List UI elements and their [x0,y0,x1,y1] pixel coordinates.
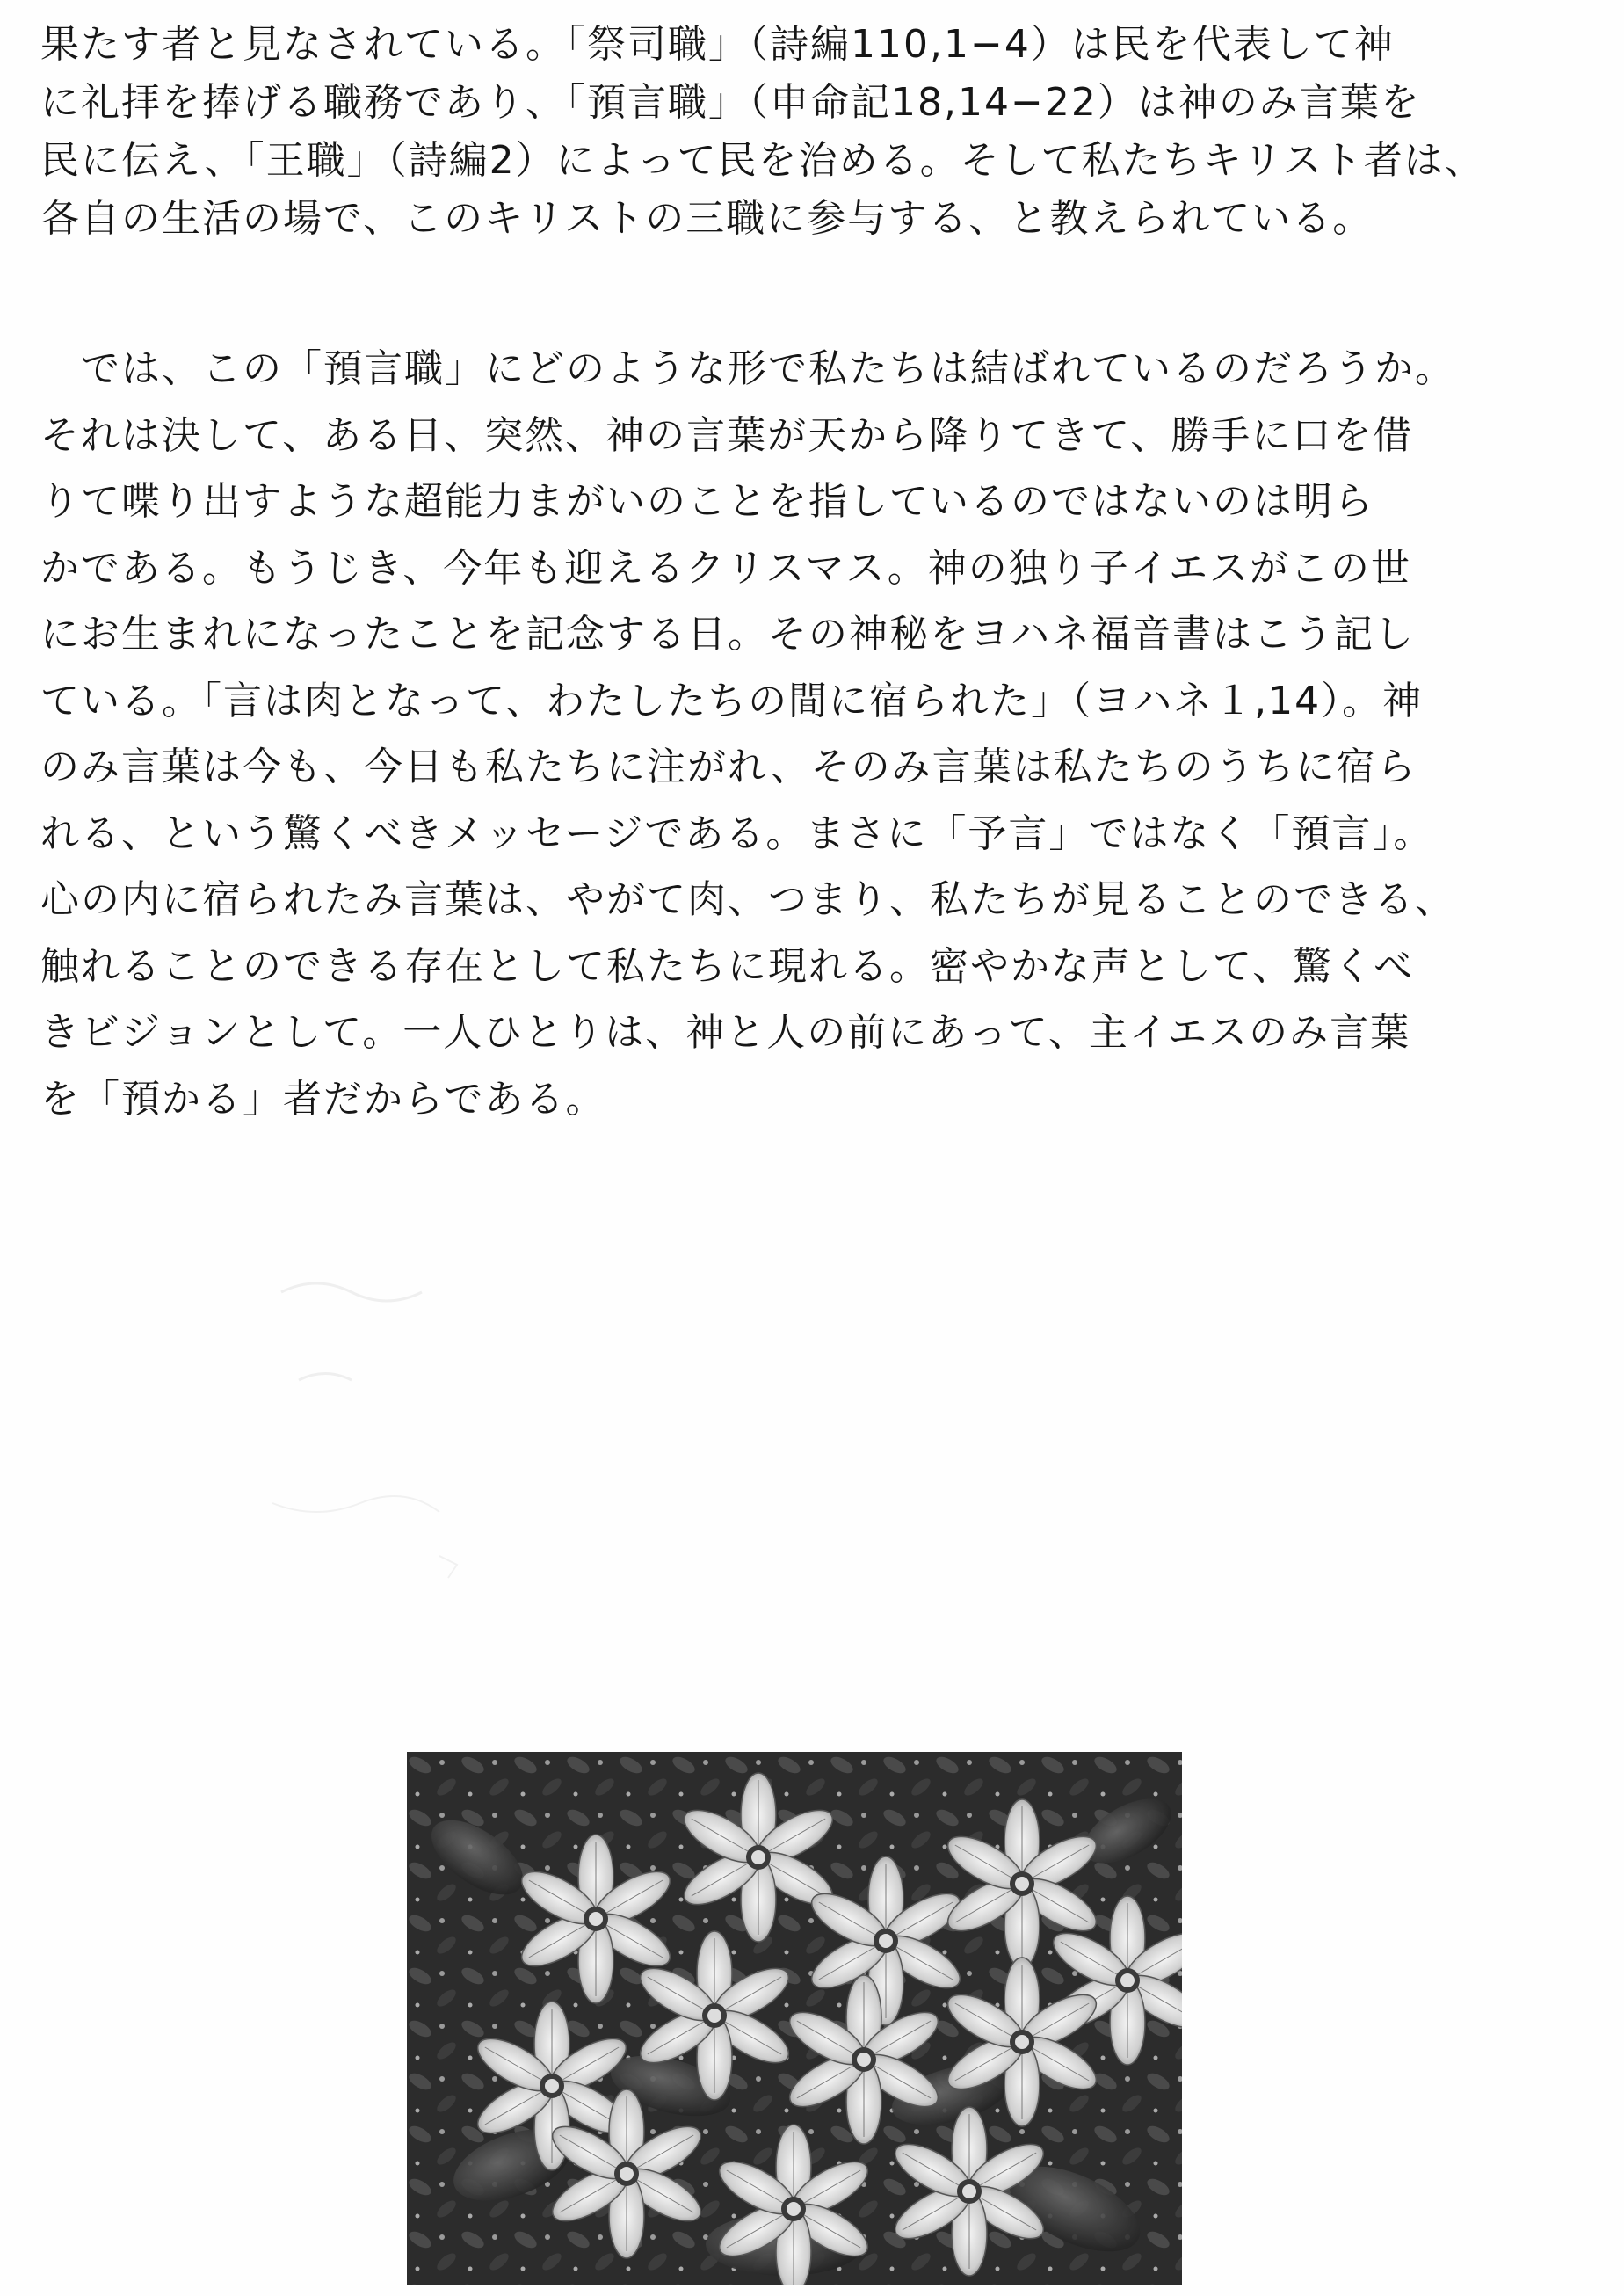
text-line: 果たす者と見なされている。「祭司職」（詩編110,1−4）は民を代表して神 [40,22,1395,67]
text-line: りて喋り出すような超能力まがいのことを指しているのではないのは明ら [40,479,1374,524]
text-line: 各自の生活の場で、このキリストの三職に参与する、と教えられている。 [40,196,1374,241]
text-line: 民に伝え、「王職」（詩編2）によって民を治める。そして私たちキリスト者は、 [40,138,1485,183]
paragraph-1 [40,16,1570,248]
text-line: きビジョンとして。一人ひとりは、神と人の前にあって、主イエスのみ言葉 [40,1010,1411,1055]
text-line: れる、という驚くべきメッセージである。まさに「予言」ではなく「預言」。 [40,810,1434,856]
paragraph-2 [40,336,1570,1132]
text-line: を「預かる」者だからである。 [40,1076,606,1122]
text-line: 触れることのできる存在として私たちに現れる。密やかな声として、驚くべ [40,943,1415,989]
scan-bleed-through [246,1239,685,1679]
text-line: のみ言葉は今も、今日も私たちに注がれ、そのみ言葉は私たちのうちに宿ら [40,745,1417,789]
text-line: にお生まれになったことを記念する日。その神秘をヨハネ福音書はこう記し [40,612,1415,657]
text-line: では、この「預言職」にどのような形で私たちは結ばれているのだろうか。 [40,346,1455,391]
text-line: それは決して、ある日、突然、神の言葉が天から降りてきて、勝手に口を借 [40,412,1414,458]
text-line: に礼拝を捧げる職務であり、「預言職」（申命記18,14−22）は神のみ言葉を [40,80,1421,125]
text-line: 心の内に宿られたみ言葉は、やがて肉、つまり、私たちが見ることのできる、 [40,877,1455,922]
text-line: ている。「言は肉となって、わたしたちの間に宿られた」（ヨハネ１,14）。神 [40,678,1424,723]
clematis-illustration [407,1752,1182,2285]
text-line: かである。もうじき、今年も迎えるクリスマス。神の独り子イエスがこの世 [40,545,1412,591]
